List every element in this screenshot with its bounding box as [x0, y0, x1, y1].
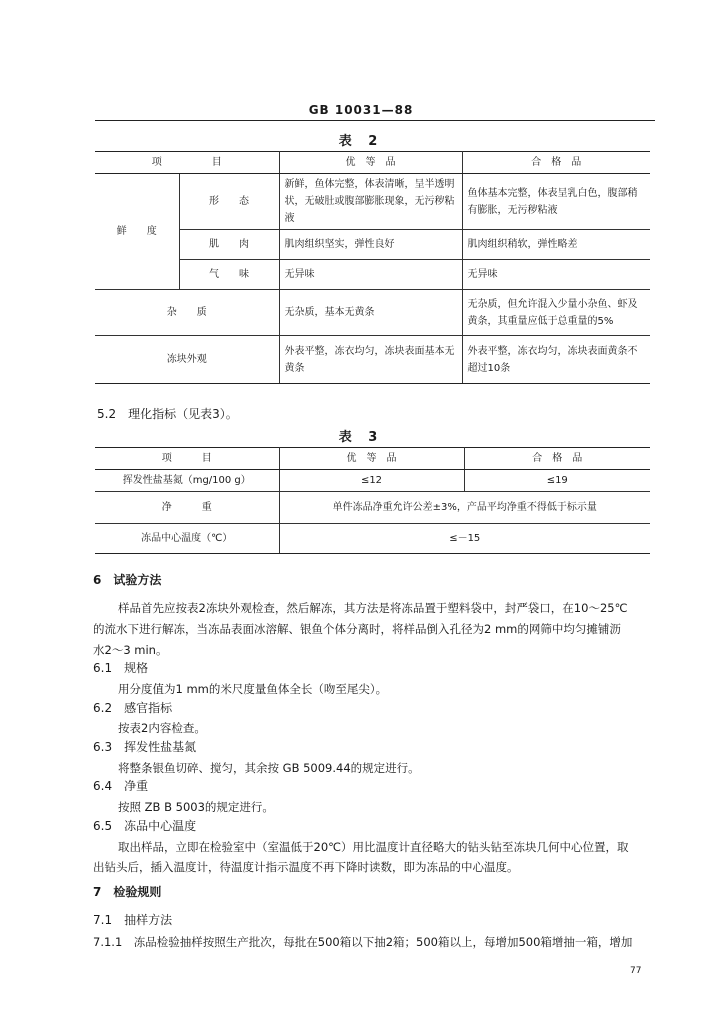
- section-5-2: 5.2 理化指标（见表3）。: [97, 407, 238, 421]
- cell-ok: 肌肉组织稍软，弹性略差: [462, 230, 650, 260]
- table2-caption: 表 2: [338, 134, 384, 149]
- table-row: [95, 336, 650, 384]
- table-row: [95, 492, 650, 524]
- table3-header-item: 项 目: [95, 448, 279, 470]
- table3-header-ok: 合 格 品: [464, 448, 650, 470]
- section-6-2-heading: 6.2 感官指标: [93, 701, 173, 715]
- cell-value: ≤－15: [279, 524, 650, 554]
- cell-ok: 无异味: [462, 260, 650, 290]
- row-label: 净 重: [95, 492, 279, 524]
- section-6-para-line: 水2～3 min。: [93, 643, 168, 657]
- section-6-2-text: 按表2内容检查。: [118, 721, 206, 735]
- table3-header-good: 优 等 品: [279, 448, 464, 470]
- table2-header-good: 优 等 品: [279, 152, 462, 174]
- table-row: [95, 174, 650, 230]
- table2-header-item: 项 目: [95, 152, 279, 174]
- cell-good: 新鲜，鱼体完整，体表清晰，呈半透明状，无破肚或腹部膨胀现象，无污秽粘液: [279, 174, 462, 230]
- section-7-1-heading: 7.1 抽样方法: [93, 913, 173, 927]
- table2-header-ok: 合 格 品: [462, 152, 650, 174]
- standard-code-header: GB 10031—88: [308, 103, 414, 117]
- page-number: 77: [630, 966, 642, 976]
- cell-good: 无杂质，基本无黄条: [279, 290, 462, 336]
- section-6-5-heading: 6.5 冻品中心温度: [93, 819, 197, 833]
- section-6-3-heading: 6.3 挥发性盐基氮: [93, 740, 197, 754]
- cell-value: 单件冻品净重允许公差±3%，产品平均净重不得低于标示量: [279, 492, 650, 524]
- freshness-group-label: 鲜 度: [95, 174, 179, 290]
- row-label: 冻块外观: [95, 336, 279, 384]
- row-label: 肌 肉: [179, 230, 279, 260]
- row-label: 冻品中心温度（℃）: [95, 524, 279, 554]
- section-6-heading: 6 试验方法: [93, 573, 162, 587]
- table3-caption: 表 3: [338, 430, 384, 445]
- table-row: [95, 524, 650, 554]
- table-row: [95, 230, 650, 260]
- table-row: [95, 470, 650, 492]
- table-row: [95, 290, 650, 336]
- header-rule: [95, 120, 655, 121]
- table-2: [95, 151, 650, 384]
- cell-ok: 鱼体基本完整，体表呈乳白色，腹部稍有膨胀，无污秽粘液: [462, 174, 650, 230]
- cell-good: 肌肉组织坚实，弹性良好: [279, 230, 462, 260]
- section-6-3-text: 将整条银鱼切碎、搅匀，其余按 GB 5009.44的规定进行。: [118, 761, 420, 775]
- section-7-heading: 7 检验规则: [93, 885, 162, 899]
- row-label: 形 态: [179, 174, 279, 230]
- row-label: 气 味: [179, 260, 279, 290]
- cell-ok: 外表平整，冻衣均匀，冻块表面黄条不超过10条: [462, 336, 650, 384]
- section-6-4-heading: 6.4 净重: [93, 779, 149, 793]
- section-6-1-heading: 6.1 规格: [93, 661, 149, 675]
- section-6-para-line: 的流水下进行解冻，当冻品表面冰溶解、银鱼个体分离时，将样品倒入孔径为2 mm的网筛中均匀摊铺沥: [93, 622, 621, 636]
- table2-header-row: [95, 152, 650, 174]
- row-label: 挥发性盐基氮（mg/100 g）: [95, 470, 279, 492]
- section-6-5-para-line: 出钻头后，插入温度计，待温度计指示温度不再下降时读数，即为冻品的中心温度。: [93, 860, 519, 874]
- section-6-4-text: 按照 ZB B 5003的规定进行。: [118, 800, 274, 814]
- table3-header-row: [95, 448, 650, 470]
- cell-good: ≤12: [279, 470, 464, 492]
- section-6-5-para-line: 取出样品，立即在检验室中（室温低于20℃）用比温度计直径略大的钻头钻至冻块几何中心位置，取: [118, 840, 629, 854]
- row-label: 杂 质: [95, 290, 279, 336]
- cell-good: 外表平整，冻衣均匀，冻块表面基本无黄条: [279, 336, 462, 384]
- cell-ok: ≤19: [464, 470, 650, 492]
- section-7-1-1-text: 7.1.1 冻品检验抽样按照生产批次，每批在500箱以下抽2箱；500箱以上，每增加500箱增抽一箱，增加: [93, 935, 633, 949]
- section-6-1-text: 用分度值为1 mm的米尺度量鱼体全长（吻至尾尖）。: [118, 682, 388, 696]
- cell-ok: 无杂质，但允许混入少量小杂鱼、虾及黄条，其重量应低于总重量的5%: [462, 290, 650, 336]
- table-row: [95, 260, 650, 290]
- cell-good: 无异味: [279, 260, 462, 290]
- table-3: [95, 447, 650, 554]
- section-6-para-line: 样品首先应按表2冻块外观检查，然后解冻，其方法是将冻品置于塑料袋中，封严袋口，在10～25℃: [118, 601, 628, 615]
